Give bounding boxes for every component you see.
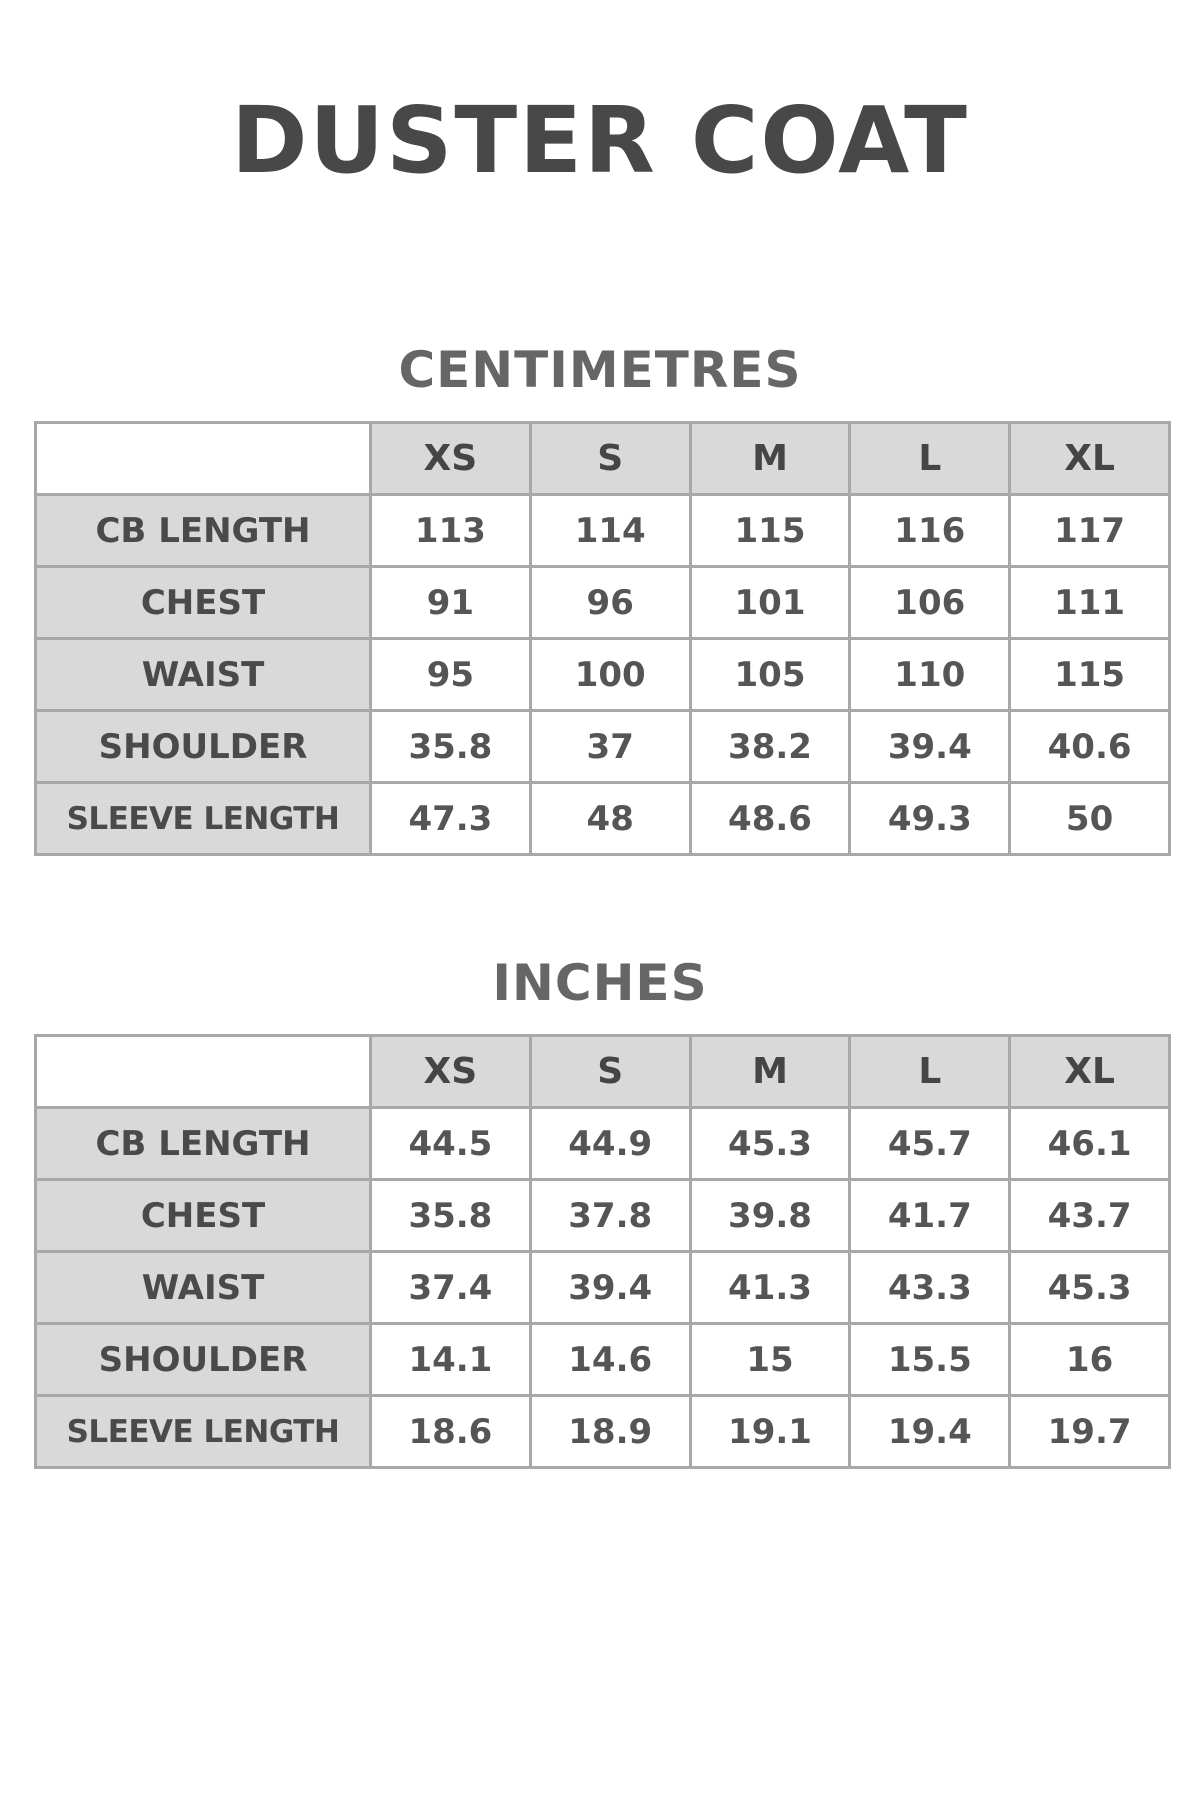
value-cell: 39.4 xyxy=(850,711,1010,783)
value-cell: 113 xyxy=(371,495,531,567)
value-cell: 15 xyxy=(690,1324,850,1396)
value-cell: 15.5 xyxy=(850,1324,1010,1396)
size-header-xl: XL xyxy=(1010,423,1170,495)
value-cell: 48 xyxy=(530,783,690,855)
value-cell: 115 xyxy=(690,495,850,567)
corner-cell xyxy=(36,423,371,495)
value-cell: 35.8 xyxy=(371,711,531,783)
value-cell: 48.6 xyxy=(690,783,850,855)
value-cell: 18.9 xyxy=(530,1396,690,1468)
row-label: SLEEVE LENGTH xyxy=(36,783,371,855)
value-cell: 41.3 xyxy=(690,1252,850,1324)
row-label: CB LENGTH xyxy=(36,495,371,567)
table-row xyxy=(36,495,1170,567)
row-label: WAIST xyxy=(36,639,371,711)
value-cell: 115 xyxy=(1010,639,1170,711)
table-row xyxy=(36,1324,1170,1396)
value-cell: 45.3 xyxy=(1010,1252,1170,1324)
value-cell: 95 xyxy=(371,639,531,711)
value-cell: 18.6 xyxy=(371,1396,531,1468)
size-header-row xyxy=(36,423,1170,495)
size-header-row xyxy=(36,1036,1170,1108)
value-cell: 43.3 xyxy=(850,1252,1010,1324)
row-label: CHEST xyxy=(36,1180,371,1252)
value-cell: 111 xyxy=(1010,567,1170,639)
value-cell: 40.6 xyxy=(1010,711,1170,783)
value-cell: 37.4 xyxy=(371,1252,531,1324)
value-cell: 37.8 xyxy=(530,1180,690,1252)
centimetres-heading: CENTIMETRES xyxy=(398,341,802,399)
value-cell: 47.3 xyxy=(371,783,531,855)
table-row xyxy=(36,711,1170,783)
value-cell: 19.1 xyxy=(690,1396,850,1468)
value-cell: 35.8 xyxy=(371,1180,531,1252)
value-cell: 39.4 xyxy=(530,1252,690,1324)
value-cell: 44.9 xyxy=(530,1108,690,1180)
value-cell: 45.7 xyxy=(850,1108,1010,1180)
value-cell: 14.6 xyxy=(530,1324,690,1396)
value-cell: 50 xyxy=(1010,783,1170,855)
value-cell: 39.8 xyxy=(690,1180,850,1252)
value-cell: 38.2 xyxy=(690,711,850,783)
size-header-xl: XL xyxy=(1010,1036,1170,1108)
value-cell: 49.3 xyxy=(850,783,1010,855)
size-header-m: M xyxy=(690,423,850,495)
value-cell: 116 xyxy=(850,495,1010,567)
value-cell: 19.4 xyxy=(850,1396,1010,1468)
row-label: CB LENGTH xyxy=(36,1108,371,1180)
page-title: DUSTER COAT xyxy=(231,87,969,194)
value-cell: 37 xyxy=(530,711,690,783)
table-row xyxy=(36,1252,1170,1324)
value-cell: 110 xyxy=(850,639,1010,711)
value-cell: 117 xyxy=(1010,495,1170,567)
size-header-s: S xyxy=(530,1036,690,1108)
value-cell: 106 xyxy=(850,567,1010,639)
table-row xyxy=(36,639,1170,711)
value-cell: 41.7 xyxy=(850,1180,1010,1252)
value-cell: 16 xyxy=(1010,1324,1170,1396)
row-label: SLEEVE LENGTH xyxy=(36,1396,371,1468)
size-header-l: L xyxy=(850,1036,1010,1108)
table-row xyxy=(36,1180,1170,1252)
inches-size-table xyxy=(34,1034,1171,1469)
table-row xyxy=(36,1396,1170,1468)
value-cell: 100 xyxy=(530,639,690,711)
corner-cell xyxy=(36,1036,371,1108)
size-header-m: M xyxy=(690,1036,850,1108)
value-cell: 19.7 xyxy=(1010,1396,1170,1468)
value-cell: 44.5 xyxy=(371,1108,531,1180)
size-header-l: L xyxy=(850,423,1010,495)
size-header-xs: XS xyxy=(371,423,531,495)
row-label: SHOULDER xyxy=(36,711,371,783)
value-cell: 105 xyxy=(690,639,850,711)
centimetres-size-table xyxy=(34,421,1171,856)
row-label: SHOULDER xyxy=(36,1324,371,1396)
value-cell: 46.1 xyxy=(1010,1108,1170,1180)
inches-heading: INCHES xyxy=(492,954,708,1012)
table-row xyxy=(36,1108,1170,1180)
row-label: WAIST xyxy=(36,1252,371,1324)
size-header-s: S xyxy=(530,423,690,495)
row-label: CHEST xyxy=(36,567,371,639)
value-cell: 101 xyxy=(690,567,850,639)
value-cell: 91 xyxy=(371,567,531,639)
value-cell: 45.3 xyxy=(690,1108,850,1180)
value-cell: 96 xyxy=(530,567,690,639)
table-row xyxy=(36,783,1170,855)
value-cell: 14.1 xyxy=(371,1324,531,1396)
value-cell: 114 xyxy=(530,495,690,567)
size-header-xs: XS xyxy=(371,1036,531,1108)
table-row xyxy=(36,567,1170,639)
value-cell: 43.7 xyxy=(1010,1180,1170,1252)
